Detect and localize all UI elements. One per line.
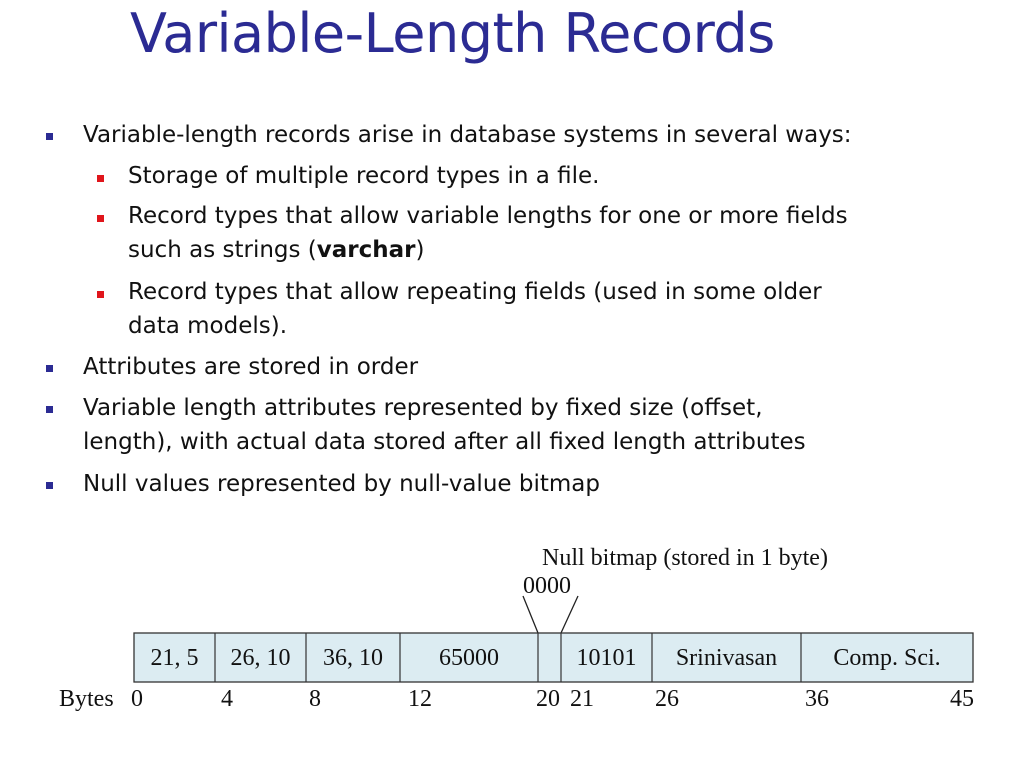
callout-line-left	[523, 596, 538, 633]
bullet-item: Null values represented by null-value bitmap	[83, 471, 600, 497]
byte-offset-label: 8	[309, 686, 321, 712]
record-cell-variable-value: Comp. Sci.	[833, 645, 941, 671]
byte-offset-label: 45	[950, 686, 974, 712]
sub-bullet-item: Storage of multiple record types in a file.	[128, 163, 600, 189]
null-bitmap-value: 0000	[523, 573, 571, 599]
bullet-item: Attributes are stored in order	[83, 354, 419, 380]
byte-offset-label: 26	[655, 686, 679, 712]
record-cell-null-bitmap	[538, 633, 561, 682]
slide-title: Variable-Length Records	[130, 2, 775, 65]
record-cell-offset-length: 26, 10	[230, 645, 291, 671]
callout-line-right	[561, 596, 578, 633]
bytes-label: Bytes	[59, 686, 114, 712]
sub-bullet-item-continued: data models).	[128, 313, 288, 339]
byte-offset-label: 12	[408, 686, 432, 712]
byte-offset-label: 21	[570, 686, 594, 712]
record-cell-variable-value: 10101	[576, 645, 637, 671]
record-cell-offset-length: 21, 5	[150, 645, 199, 671]
sub-bullet-item: Record types that allow variable lengths for one or more fields	[128, 203, 848, 229]
sub-bullet-item: Record types that allow repeating fields (used in some older	[128, 279, 822, 305]
bullet-item-continued: length), with actual data stored after all fixed length attributes	[83, 429, 806, 455]
byte-offset-label: 0	[131, 686, 143, 712]
byte-offset-label: 20	[536, 686, 560, 712]
record-cell-fixed-value: 65000	[439, 645, 499, 671]
null-bitmap-label: Null bitmap (stored in 1 byte)	[542, 545, 828, 571]
sub-bullet-text: )	[415, 237, 425, 263]
bullet-item: Variable-length records arise in database systems in several ways:	[83, 122, 852, 148]
byte-offset-label: 4	[221, 686, 233, 712]
keyword-varchar: varchar	[316, 237, 416, 263]
bullet-item: Variable length attributes represented by fixed size (offset,	[83, 395, 763, 421]
record-cell-offset-length: 36, 10	[323, 645, 383, 671]
sub-bullet-text: such as strings (	[128, 237, 317, 263]
record-cell-variable-value: Srinivasan	[675, 645, 778, 671]
byte-offset-label: 36	[805, 686, 829, 712]
